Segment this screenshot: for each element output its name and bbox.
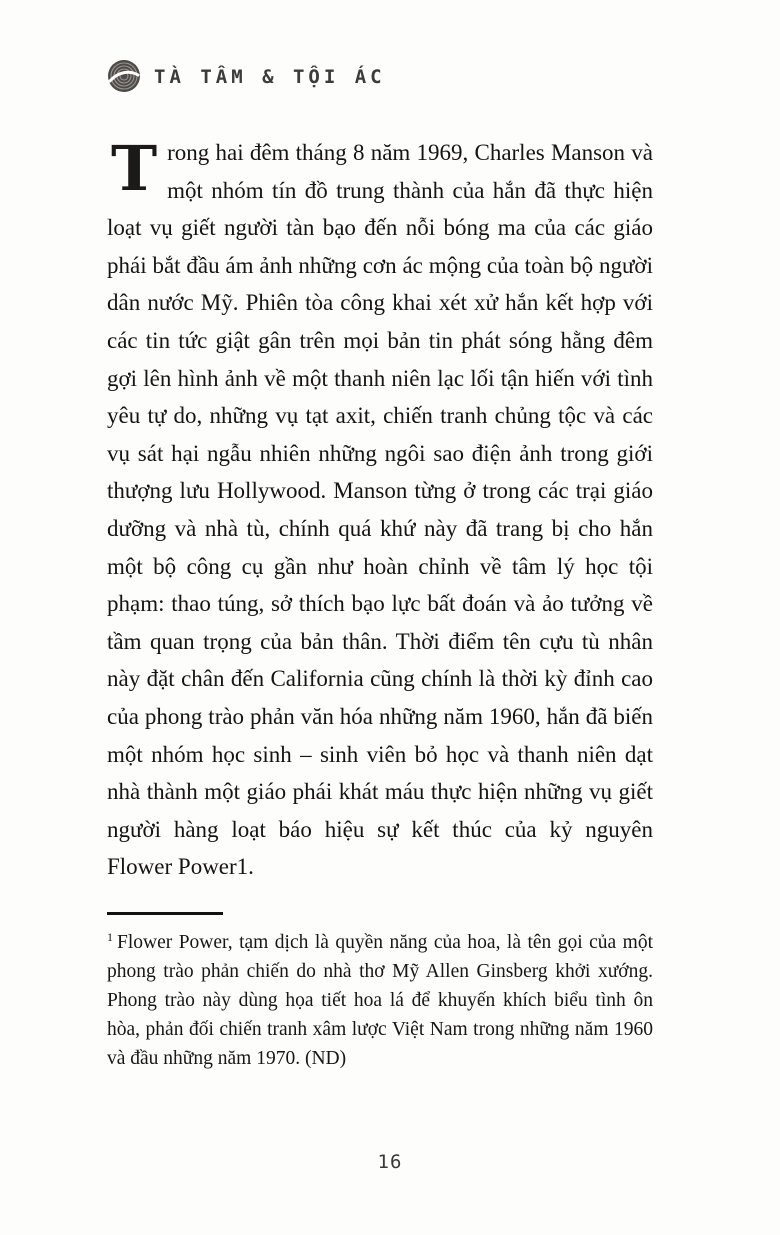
footnote-divider xyxy=(107,912,223,916)
chapter-paragraph xyxy=(107,134,653,886)
page-number: 16 xyxy=(377,1151,403,1173)
footnote-marker: 1 xyxy=(107,929,113,944)
page-header xyxy=(107,58,653,94)
dropcap-letter: T xyxy=(111,132,158,205)
fingerprint-logo-icon xyxy=(107,59,141,93)
footnote xyxy=(107,928,653,1073)
page-footer xyxy=(0,1151,780,1173)
paragraph-text: rong hai đêm tháng 8 năm 1969, Charles Manson và một nhóm tín đồ trung thành của hắn đã thực hiện loạt vụ giết người tàn bạo đến nỗi bóng ma của các giáo phái bắt đầu ám ảnh những cơn ác mộng của toàn bộ người dân nước Mỹ. Phiên tòa công khai xét xử hắn kết hợp với các tin tức giật gân trên mọi bản tin phát sóng hằng đêm gợi lên hình ảnh về một thanh niên lạc lối tận hiến với tình yêu tự do, những vụ tạt axit, chiến tranh chủng tộc và các vụ sát hại ngẫu nhiên những ngôi sao điện ảnh trong giới thượng lưu Hollywood. Manson từng ở trong các trại giáo dưỡng và nhà tù, chính quá khứ này đã trang bị cho hắn một bộ công cụ gần như hoàn chỉnh về tâm lý học tội phạm: thao túng, sở thích bạo lực bất đoán và ảo tưởng về tầm quan trọng của bản thân. Thời điểm tên cựu tù nhân này đặt chân đến California cũng chính là thời kỳ đỉnh cao của phong trào phản văn hóa những năm 1960, hắn đã biến một nhóm học sinh – sinh viên bỏ học và thanh niên dạt nhà thành một giáo phái khát máu thực hiện những vụ giết người hàng loạt báo hiệu sự kết thúc của kỷ nguyên Flower Power1. xyxy=(107,140,653,880)
book-title: TÀ TÂM & TỘI ÁC xyxy=(154,66,386,88)
footnote-text: Flower Power, tạm dịch là quyền năng của hoa, là tên gọi của một phong trào phản chiến do nhà thơ Mỹ Allen Ginsberg khởi xướng. Phong trào này dùng họa tiết hoa lá để khuyến khích biểu tình ôn hòa, phản đối chiến tranh xâm lược Việt Nam trong những năm 1960 và đầu những năm 1970. (ND) xyxy=(107,932,653,1070)
body-text xyxy=(107,134,653,886)
